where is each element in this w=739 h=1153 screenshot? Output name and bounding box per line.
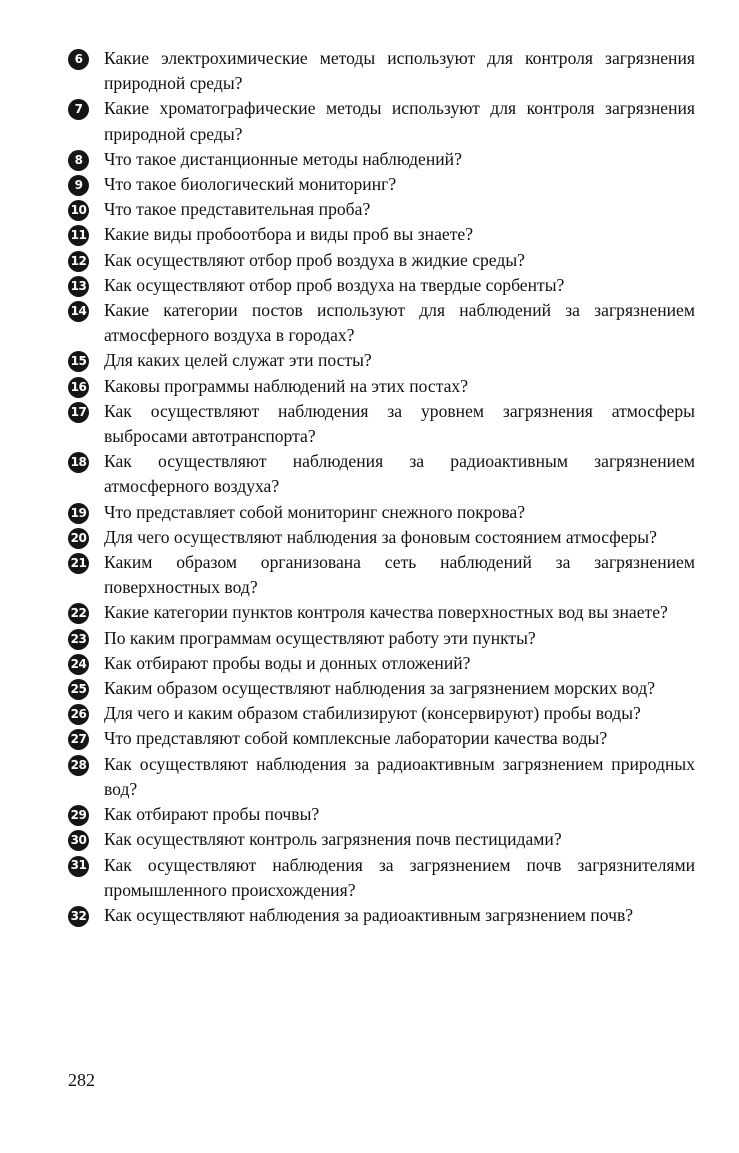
question-item [68, 500, 695, 525]
question-item [68, 903, 695, 928]
question-item [68, 626, 695, 651]
question-item [68, 525, 695, 550]
question-text: По каким программам осуществляют работу эти пункты? [104, 627, 536, 648]
question-text: Как осуществляют контроль загрязнения почв пестицидами? [104, 829, 562, 850]
question-item [68, 197, 695, 222]
question-text: Какие электрохимические методы используют для контроля загрязнения природной среды? [104, 48, 695, 94]
question-number-badge: 16 [68, 377, 89, 398]
question-item [68, 802, 695, 827]
question-number-badge: 21 [68, 553, 89, 574]
question-text: Для чего осуществляют наблюдения за фоновым состоянием атмосферы? [104, 526, 657, 547]
question-list [68, 46, 695, 928]
question-text: Как отбирают пробы воды и донных отложений? [104, 652, 471, 673]
question-item [68, 651, 695, 676]
question-item [68, 853, 695, 903]
question-text: Как осуществляют наблюдения за радиоактивным загрязнением природных вод? [104, 753, 695, 799]
question-number-badge: 25 [68, 679, 89, 700]
question-text: Что представляют собой комплексные лаборатории качества воды? [104, 728, 608, 749]
question-number-badge: 6 [68, 49, 89, 70]
question-number-badge: 24 [68, 654, 89, 675]
question-number-badge: 28 [68, 755, 89, 776]
question-item [68, 399, 695, 449]
question-item [68, 752, 695, 802]
question-text: Как осуществляют наблюдения за радиоактивным загрязнением почв? [104, 904, 634, 925]
question-number-badge: 19 [68, 503, 89, 524]
question-item [68, 222, 695, 247]
question-text: Как осуществляют наблюдения за загрязнением почв загрязнителями промышленного происхождения? [104, 854, 695, 900]
question-item [68, 273, 695, 298]
question-number-badge: 11 [68, 225, 89, 246]
question-number-badge: 29 [68, 805, 89, 826]
question-text: Как отбирают пробы почвы? [104, 804, 320, 825]
question-number-badge: 26 [68, 704, 89, 725]
question-text: Что такое дистанционные методы наблюдений? [104, 148, 462, 169]
question-text: Что такое биологический мониторинг? [104, 174, 397, 195]
question-item [68, 550, 695, 600]
question-item [68, 96, 695, 146]
question-text: Какие категории постов используют для наблюдений за загрязнением атмосферного воздуха в городах? [104, 300, 695, 346]
question-text: Для каких целей служат эти посты? [104, 350, 372, 371]
question-number-badge: 10 [68, 200, 89, 221]
question-item [68, 172, 695, 197]
question-number-badge: 15 [68, 351, 89, 372]
question-text: Каковы программы наблюдений на этих постах? [104, 375, 469, 396]
question-text: Какие хроматографические методы используют для контроля загрязнения природной среды? [104, 98, 695, 144]
question-item [68, 726, 695, 751]
question-item [68, 248, 695, 273]
question-number-badge: 23 [68, 629, 89, 650]
question-number-badge: 13 [68, 276, 89, 297]
question-number-badge: 20 [68, 528, 89, 549]
question-number-badge: 27 [68, 729, 89, 750]
question-text: Для чего и каким образом стабилизируют (консервируют) пробы воды? [104, 703, 641, 724]
question-number-badge: 30 [68, 830, 89, 851]
question-number-badge: 14 [68, 301, 89, 322]
question-number-badge: 7 [68, 99, 89, 120]
question-text: Какие категории пунктов контроля качества поверхностных вод вы знаете? [104, 602, 668, 623]
question-item [68, 449, 695, 499]
page-number: 282 [68, 1070, 95, 1090]
question-item [68, 348, 695, 373]
question-number-badge: 18 [68, 452, 89, 473]
question-text: Какие виды пробоотбора и виды проб вы знаете? [104, 224, 474, 245]
question-number-badge: 8 [68, 150, 89, 171]
question-item [68, 147, 695, 172]
question-text: Каким образом организована сеть наблюдений за загрязнением поверхностных вод? [104, 552, 695, 598]
question-number-badge: 32 [68, 906, 89, 927]
question-item [68, 827, 695, 852]
question-item [68, 298, 695, 348]
question-item [68, 701, 695, 726]
question-text: Что такое представительная проба? [104, 199, 371, 220]
question-number-badge: 17 [68, 402, 89, 423]
question-text: Что представляет собой мониторинг снежного покрова? [104, 501, 526, 522]
question-item [68, 600, 695, 625]
question-number-badge: 9 [68, 175, 89, 196]
question-text: Каким образом осуществляют наблюдения за загрязнением морских вод? [104, 678, 655, 699]
question-number-badge: 22 [68, 603, 89, 624]
question-text: Как осуществляют отбор проб воздуха на твердые сорбенты? [104, 274, 565, 295]
question-item [68, 676, 695, 701]
question-text: Как осуществляют наблюдения за уровнем загрязнения атмосферы выбросами автотранспорта? [104, 400, 695, 447]
question-text: Как осуществляют наблюдения за радиоактивным загрязнением атмосферного воздуха? [104, 451, 695, 497]
question-text: Как осуществляют отбор проб воздуха в жидкие среды? [104, 249, 525, 270]
question-number-badge: 12 [68, 251, 89, 272]
question-item [68, 46, 695, 96]
question-item [68, 374, 695, 399]
question-number-badge: 31 [68, 856, 89, 877]
